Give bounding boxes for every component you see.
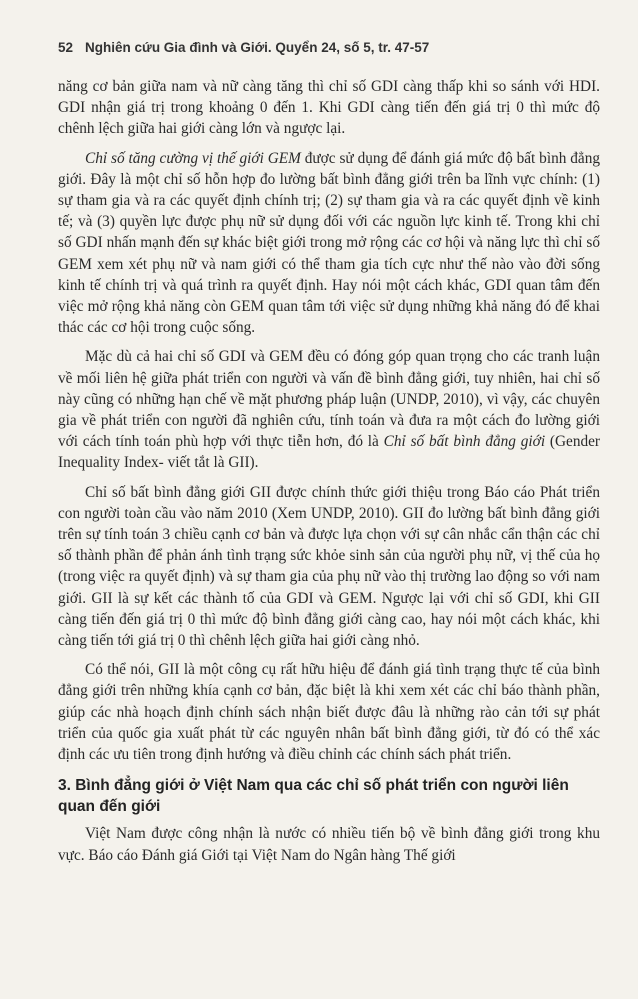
gii-abbreviation: (Gender Inequality Index- viết tắt là GII). [58, 433, 601, 472]
paragraph-gii: Chỉ số bất bình đẳng giới GII được chính thức giới thiệu trong Báo cáo Phát triển con người toàn cầu vào năm 2010 (Xem UNDP, 2010). GII đo lường bất bình đẳng giới trên sự tính toán 3 chiều cạnh cơ bản và được lựa chọn với sự cân nhắc cẩn thận các chỉ số thành phần để phản ánh tình trạng sức khỏe sinh sản của người phụ nữ, vị thế của họ (trong việc ra quyết định) và sự tham gia của phụ nữ vào thị trường lao động so với nam giới. GII là sự kết các thành tố của GDI và GEM. Ngược lại với chỉ số GDI, khi GII càng tiến đến giá trị 0 thì mức độ bình đẳng giới càng cao, hay nói một cách khác, khi càng tiến tới giá trị 0 thì chênh lệch giữa hai giới càng nhỏ. [58, 483, 600, 650]
paragraph-gdi-continuation: năng cơ bản giữa nam và nữ càng tăng thì chỉ số GDI càng thấp khi so sánh với HDI. GDI nhận giá trị trong khoảng 0 đến 1. Khi GDI càng tiến đến giá trị 0 thì mức độ chênh lệch giữa hai giới càng lớn và ngược lại. [58, 78, 600, 138]
article-body [58, 76, 600, 866]
page-number: 52 [58, 40, 74, 55]
gii-term: Chỉ số bất bình đẳng giới [383, 433, 546, 451]
paragraph-gii-usefulness: Có thể nói, GII là một công cụ rất hữu hiệu để đánh giá tình trạng thực tế của bình đẳng giới trên những khía cạnh cơ bản, đặc biệt là khi xem xét các chỉ báo thành phần, giúp các nhà hoạch định chính sách nhận biết được đâu là những rào cản tới sự phát triển của quốc gia xuất phát từ các nguyên nhân bất bình đẳng giới, từ đó có thể xác định các ưu tiên trong định hướng và điều chỉnh các chính sách phát triển. [58, 661, 600, 764]
paragraph-gem [58, 148, 600, 339]
limitations-text: Mặc dù cả hai chỉ số GDI và GEM đều có đóng góp quan trọng cho các tranh luận về mối liên hệ giữa phát triển con người và vấn đề bình đẳng giới, tuy nhiên, hai chỉ số này cũng có những hạn chế về mặt phương pháp luận (UNDP, 2010), vì vậy, các chuyên gia về phát triển con người đã nghiên cứu, tính toán và đưa ra một cách đo lường giới với cách tính toán phù hợp với thực tiễn hơn, đó là [58, 348, 600, 451]
paragraph-limitations [58, 346, 600, 473]
running-title: Nghiên cứu Gia đình và Giới. Quyển 24, số 5, tr. 47-57 [85, 40, 430, 55]
gem-description: được sử dụng để đánh giá mức độ bất bình đẳng giới. Đây là một chỉ số hỗn hợp đo lường bất bình đẳng giới trên ba lĩnh vực chính: (1) sự tham gia và ra các quyết định chính trị; (2) sự tham gia và ra các quyết định về kinh tế; và (3) quyền lực được phụ nữ sử dụng đối với các nguồn lực kinh tế. Trong khi chỉ số GDI nhấn mạnh đến sự khác biệt giới trong mở rộng các cơ hội và năng lực thì chỉ số GEM xem xét phụ nữ và nam giới có thể tham gia tích cực như thế nào vào đời sống kinh tế chính trị và quá trình ra quyết định. Hay nói một cách khác, GDI quan tâm đến việc mở rộng khả năng còn GEM quan tâm tới việc sử dụng những khả năng đó để khai thác các cơ hội trong cuộc sống. [58, 149, 600, 337]
gem-term: Chỉ số tăng cường vị thế giới GEM [85, 149, 301, 167]
section-heading: 3. Bình đẳng giới ở Việt Nam qua các chỉ số phát triển con người liên quan đến giới [58, 777, 569, 816]
paragraph-vietnam: Việt Nam được công nhận là nước có nhiều tiến bộ về bình đẳng giới trong khu vực. Báo cáo Đánh giá Giới tại Việt Nam do Ngân hàng Thế giới [58, 825, 600, 864]
running-header [58, 40, 598, 55]
